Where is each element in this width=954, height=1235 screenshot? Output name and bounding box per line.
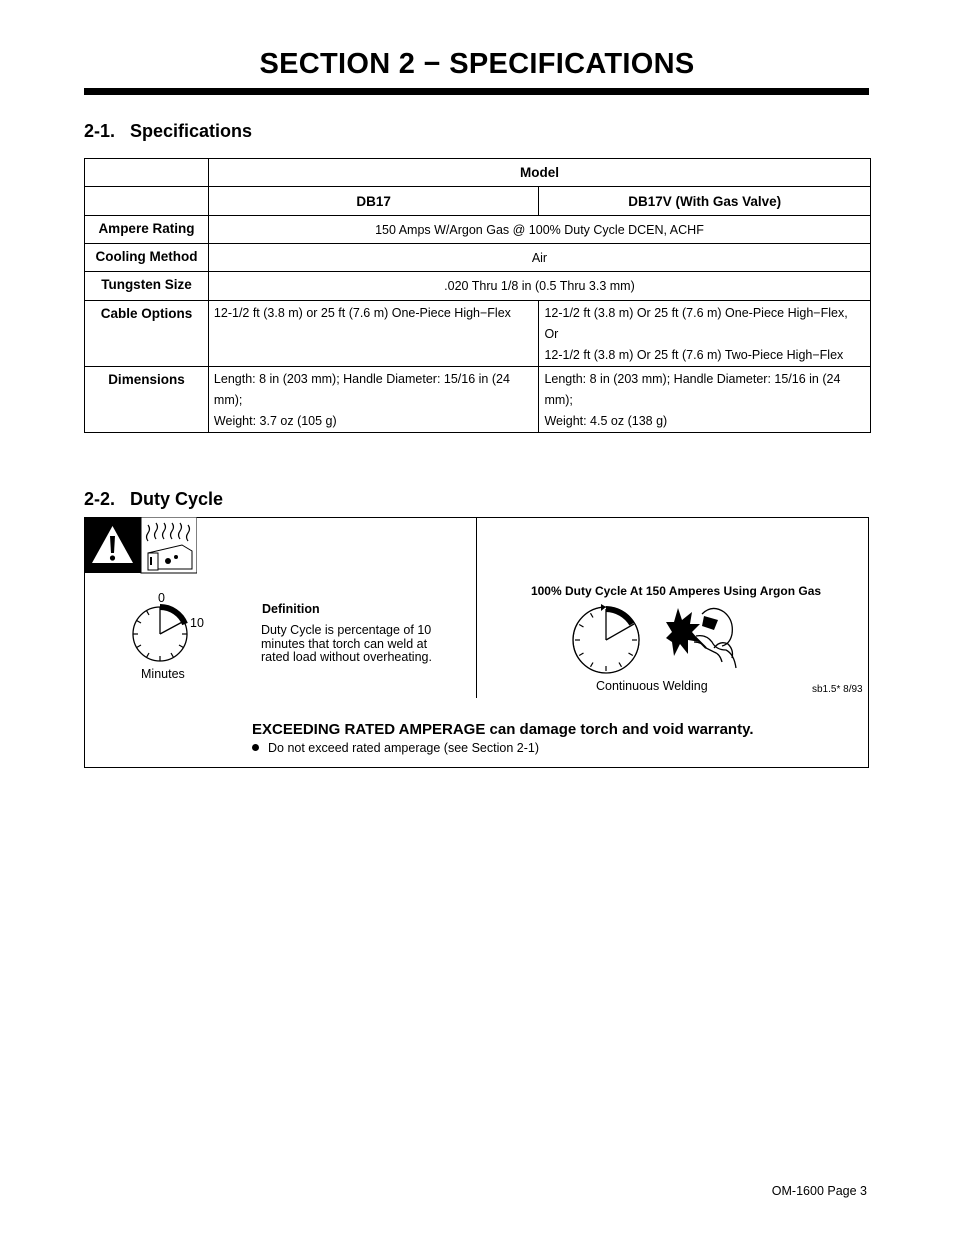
page-footer: OM-1600 Page 3 — [771, 1184, 867, 1198]
bullet-item — [252, 741, 539, 755]
clock-zero-label: 0 — [158, 591, 165, 605]
row-label-ampere: Ampere Rating — [85, 216, 209, 244]
row-label-cable: Cable Options — [85, 301, 209, 367]
cable-db17-value — [208, 301, 539, 367]
bullet-icon — [252, 744, 259, 751]
title-rule — [84, 88, 869, 95]
cooling-value: Air — [208, 244, 870, 272]
duty-cycle-divider — [476, 517, 477, 698]
dimensions-db17-line2: Weight: 3.7 oz (105 g) — [213, 414, 337, 428]
column-header-db17v: DB17V (With Gas Valve) — [539, 187, 871, 216]
definition-text: Duty Cycle is percentage of 10 minutes that torch can weld at rated load without overheating. — [261, 623, 432, 664]
dimensions-db17v-line2: Weight: 4.5 oz (138 g) — [544, 414, 668, 428]
table-row — [85, 216, 871, 244]
welder-icon — [666, 604, 742, 674]
row-label-tungsten: Tungsten Size — [85, 272, 209, 301]
table-row — [85, 272, 871, 301]
table-corner-cell — [85, 159, 209, 187]
minutes-label: Minutes — [141, 667, 185, 681]
table-row — [85, 244, 871, 272]
dimensions-db17-line1: Length: 8 in (203 mm); Handle Diameter: 15/16 in (24 mm); — [213, 372, 510, 407]
table-corner-cell — [85, 187, 209, 216]
continuous-cycle-clock-icon — [568, 602, 644, 678]
dimensions-db17v-value — [539, 367, 871, 433]
warning-text: EXCEEDING RATED AMPERAGE can damage torch and void warranty. — [252, 721, 754, 738]
cable-db17v-value — [539, 301, 871, 367]
model-header: Model — [208, 159, 870, 187]
clock-ten-label: 10 — [190, 616, 204, 630]
table-row — [85, 367, 871, 433]
table-row — [85, 187, 871, 216]
duty-cycle-caption: 100% Duty Cycle At 150 Amperes Using Argon Gas — [530, 584, 822, 598]
duty-cycle-clock-icon — [126, 596, 216, 668]
table-row — [85, 159, 871, 187]
specifications-table — [84, 158, 871, 433]
row-label-cooling: Cooling Method — [85, 244, 209, 272]
duty-section-heading: 2-2. Duty Cycle — [84, 489, 224, 509]
row-label-dimensions: Dimensions — [85, 367, 209, 433]
tungsten-value: .020 Thru 1/8 in (0.5 Thru 3.3 mm) — [208, 272, 870, 301]
dimensions-db17-value — [208, 367, 539, 433]
table-row — [85, 301, 871, 367]
continuous-welding-label: Continuous Welding — [596, 679, 708, 693]
dimensions-db17v-line1: Length: 8 in (203 mm); Handle Diameter: 15/16 in (24 mm); — [544, 372, 841, 407]
column-header-db17: DB17 — [208, 187, 539, 216]
figure-code: sb1.5* 8/93 — [812, 684, 863, 695]
ampere-value: 150 Amps W/Argon Gas @ 100% Duty Cycle DCEN, ACHF — [208, 216, 870, 244]
cable-db17v-line1: 12-1/2 ft (3.8 m) Or 25 ft (7.6 m) One-Piece High−Flex, Or — [544, 306, 848, 341]
definition-title: Definition — [262, 602, 320, 616]
spec-section-heading: 2-1. Specifications — [84, 121, 253, 141]
bullet-text: Do not exceed rated amperage (see Section 2-1) — [268, 741, 539, 755]
page-title: SECTION 2 − SPECIFICATIONS — [259, 48, 695, 80]
cable-db17-text: 12-1/2 ft (3.8 m) or 25 ft (7.6 m) One-Piece High−Flex — [213, 306, 511, 320]
cable-db17v-line2: 12-1/2 ft (3.8 m) Or 25 ft (7.6 m) Two-Piece High−Flex — [544, 348, 844, 362]
warning-overheat-icon — [84, 517, 197, 574]
